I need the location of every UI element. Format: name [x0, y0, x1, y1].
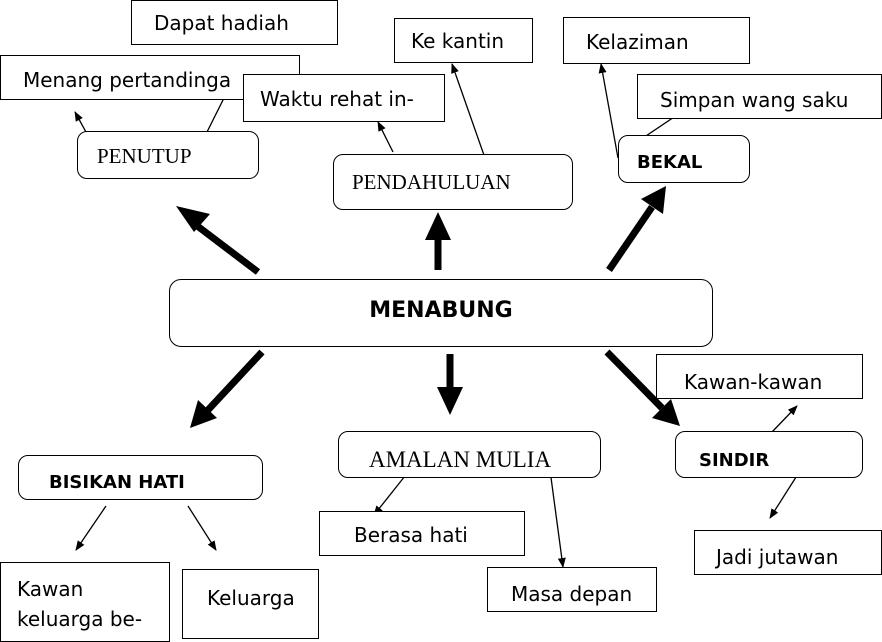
node-label: BEKAL	[637, 152, 703, 173]
node-label: AMALAN MULIA	[369, 447, 552, 472]
node-kawan-kawan	[656, 354, 863, 399]
node-label: Kawan-kawan	[684, 370, 823, 394]
node-label: Dapat hadiah	[154, 11, 289, 35]
node-waktu-rehat	[243, 74, 445, 122]
node-label: Ke kantin	[411, 29, 505, 53]
node-label: PENDAHULUAN	[352, 170, 511, 194]
node-dapat-hadiah	[131, 0, 338, 45]
arrowhead-pendahuluan	[425, 212, 451, 240]
node-penutup	[77, 131, 259, 179]
node-label-line1: Kawan	[17, 577, 84, 601]
node-label: Simpan wang saku	[660, 88, 849, 112]
arrow-sindir-to-jutawan	[770, 474, 798, 518]
node-label: PENUTUP	[97, 144, 192, 168]
node-label: Waktu rehat in-	[260, 87, 414, 111]
arrow-bekal-to-kelaziman	[601, 64, 618, 158]
node-kawan-keluarga	[0, 562, 170, 642]
node-sindir	[675, 431, 863, 478]
node-label-line2: keluarga be-	[17, 607, 143, 631]
node-berasa-hati	[319, 511, 525, 556]
node-amalan-mulia	[338, 431, 601, 478]
arrow-to-bekal	[609, 207, 652, 270]
arrow-to-bisikan-hati	[208, 352, 262, 410]
node-label: Menang pertandinga	[23, 68, 232, 92]
arrow-amalan-to-masa	[550, 470, 563, 567]
arrow-to-sindir	[607, 352, 662, 408]
node-keluarga	[182, 569, 319, 639]
arrow-pendahuluan-to-waktu	[378, 122, 393, 152]
node-simpan-wang-saku	[637, 74, 882, 119]
node-central-menabung	[169, 279, 713, 347]
node-bekal	[618, 135, 750, 183]
arrowhead-amalan-mulia	[437, 387, 463, 415]
node-masa-depan	[487, 567, 657, 612]
node-label: BISIKAN HATI	[49, 472, 185, 493]
arrow-bisikan-to-keluarga	[188, 506, 216, 550]
node-jadi-jutawan	[694, 530, 882, 575]
arrow-sindir-to-kawan-kawan	[772, 406, 797, 432]
node-bisikan-hati	[18, 455, 263, 500]
node-label: Masa depan	[511, 582, 633, 606]
central-label: MENABUNG	[369, 298, 513, 323]
node-pendahuluan	[333, 154, 573, 210]
node-kelaziman	[563, 17, 750, 64]
arrow-amalan-to-berasa	[374, 476, 405, 515]
node-label: Keluarga	[207, 586, 295, 610]
node-label: SINDIR	[699, 450, 770, 471]
arrow-to-penutup	[196, 225, 258, 272]
node-ke-kantin	[394, 18, 533, 63]
node-label: Kelaziman	[586, 30, 689, 54]
node-label: Jadi jutawan	[716, 545, 839, 569]
node-label: Berasa hati	[354, 523, 468, 547]
arrow-bisikan-to-kawan	[76, 506, 106, 550]
